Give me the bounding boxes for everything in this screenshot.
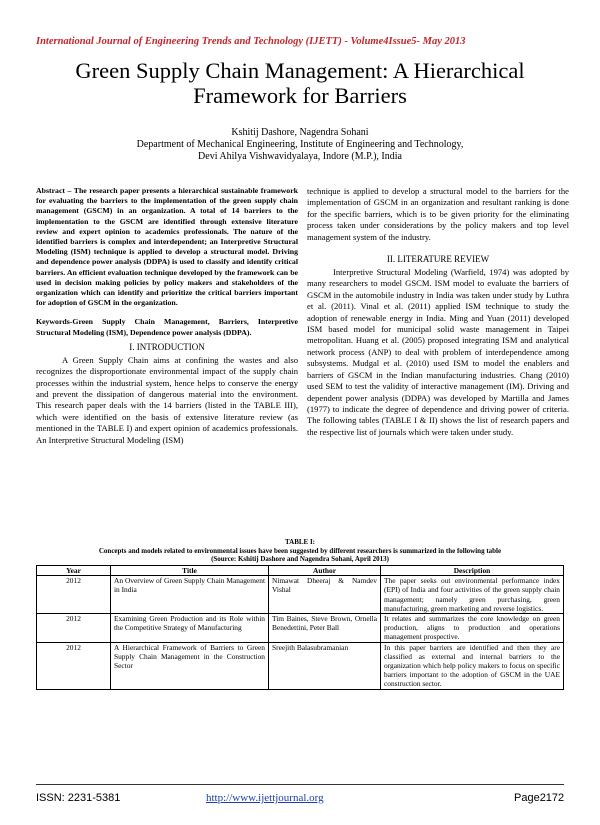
cell-year: 2012 [37,614,111,643]
column-header-year: Year [37,566,111,576]
author-university: Devi Ahilya Vishwavidyalaya, Indore (M.P.), India [198,151,402,162]
column-header-author: Author [269,566,381,576]
cell-author: Sreejith Balasubramanian [269,642,381,689]
abstract: Abstract – The research paper presents a hierarchical sustainable framework for evaluating the barriers to the implementation of the green supply chain management (GSCM) in an organization. A total of 14 barriers to the implementation to the GSCM are identified through extensive literature review and expert opinion to academics professionals. The nature of the identified barriers is complex and interdependent; an Interpretive Structural Modeling (ISM) technique is applied to develop a structural model. Driving and dependence power analysis (DDPA) is used to classify and identify critical barriers. An efficient evaluation technique developed by the framework can be used in decision making policies by policy makers and stakeholders of the organization which can identify and prioritize the critical barriers important for adoption of GSCM in the organization. [36,186,298,308]
cell-author: Nimawat Dheeraj & Namdev Vishal [269,576,381,614]
cell-description: The paper seeks out environmental performance index (EPI) of India and four activities of the green supply chain management; namely green purchasing, green manufacturing, green marketing and reverse logistics. [381,576,564,614]
introduction-continued: technique is applied to develop a structural model to the barriers for the implementation of GSCM in an organization and resultant ranking is done for the specific barriers, which is to be given priority for the eliminating process taken under considerations by the policy makers and top level management system of the industry. [307,186,569,242]
cell-description: It relates and summarizes the core knowledge on green production, aligns to production and operations management prospective. [381,614,564,643]
table-row [37,642,564,689]
footer-issn: ISSN: 2231-5381 [36,792,121,804]
table-caption-text: Concepts and models related to environmental issues have been suggested by different researchers is summarized in the following table [98,546,502,555]
footer-page-number: Page2172 [514,792,565,804]
cell-title: An Overview of Green Supply Chain Management in India [111,576,269,614]
cell-title: A Hierarchical Framework of Barriers to Green Supply Chain Management in the Construction Sector [111,642,269,689]
literature-review-text: Interpretive Structural Modeling (Warfield, 1974) was adopted by many researchers to model GSCM. ISM model to evaluate the barriers of GSCM in the automobile industry in India was taken under study by Luthra et al. (2011). Vinal et al. (2011) applied ISM technique to study the adoption of renewable energy in India. Ming and Yuan (2011) developed ISM based model for municipal solid waste management in Taipei metropolitan. Huang et al. (2005) proposed integrating ISM and analytical network process (ANP) to deal with problem of interdependence among subsystems. Mudgal et al. (2010) used ISM to model the enablers and barriers of GSCM in the Indian manufacturing industries. Chang (2010) used SEM to test the validity of interactive management (IM). Driving and dependent power analysis (DDPA) was developed by Martilla and James (1977) to indicate the degree of dependence and driving power of criteria. The following tables (TABLE I & II) shows the list of research papers and the respective list of journals which were taken under study. [307,267,569,437]
table-row [37,576,564,614]
title-line-2: Framework for Barriers [193,83,407,108]
section-heading-literature-review: II. LITERATURE REVIEW [386,254,490,265]
table-source: (Source: Kshitij Dashore and Nagendra Sohani, April 2013) [211,555,389,563]
title-line-1: Green Supply Chain Management: A Hierarchical [75,58,525,83]
author-block [36,127,564,163]
footer-journal-link[interactable]: http://www.ijettjournal.org [206,792,324,804]
right-column [307,186,569,438]
column-header-description: Description [381,566,564,576]
cell-title: Examining Green Production and its Role within the Competitive Strategy of Manufacturing [111,614,269,643]
cell-author: Tim Baines, Steve Brown, Ornella Benedettini, Peter Ball [269,614,381,643]
paper-title [36,58,564,108]
author-department: Department of Mechanical Engineering, Institute of Engineering and Technology, [136,139,464,150]
footer-divider [36,784,564,785]
literature-table [36,565,564,690]
table-label: TABLE I: [284,538,316,546]
table-row [37,614,564,643]
keywords: Keywords-Green Supply Chain Management, Barriers, Interpretive Structural Modeling (ISM), Dependence power analysis (DDPA). [36,317,298,337]
table-caption [36,538,564,564]
section-heading-introduction: I. INTRODUCTION [129,341,205,352]
left-column [36,186,298,446]
table-header-row [37,566,564,576]
author-names: Kshitij Dashore, Nagendra Sohani [231,127,369,138]
introduction-text: A Green Supply Chain aims at confining the wastes and also recognizes the disproportionate environmental impact of the supply chain processes within the industrial system, hence helps to conserve the energy and prevent the dissipation of dangerous material into the environment. This research paper deals with the 14 barriers (listed in the TABLE III), which were identified on the basis of extensive literature review (as mentioned in the TABLE I) and expert opinion of academics professionals. An Interpretive Structural Modeling (ISM) [36,354,298,445]
journal-header: International Journal of Engineering Trends and Technology (IJETT) - Volume4Issue5- May 2013 [36,36,466,47]
cell-description: In this paper barriers are identified and then they are classified as external and internal barriers to the organization which help policy makers to focus on specific barriers important to the adoption of GSCM in the UAE construction sector. [381,642,564,689]
cell-year: 2012 [37,576,111,614]
column-header-title: Title [111,566,269,576]
cell-year: 2012 [37,642,111,689]
